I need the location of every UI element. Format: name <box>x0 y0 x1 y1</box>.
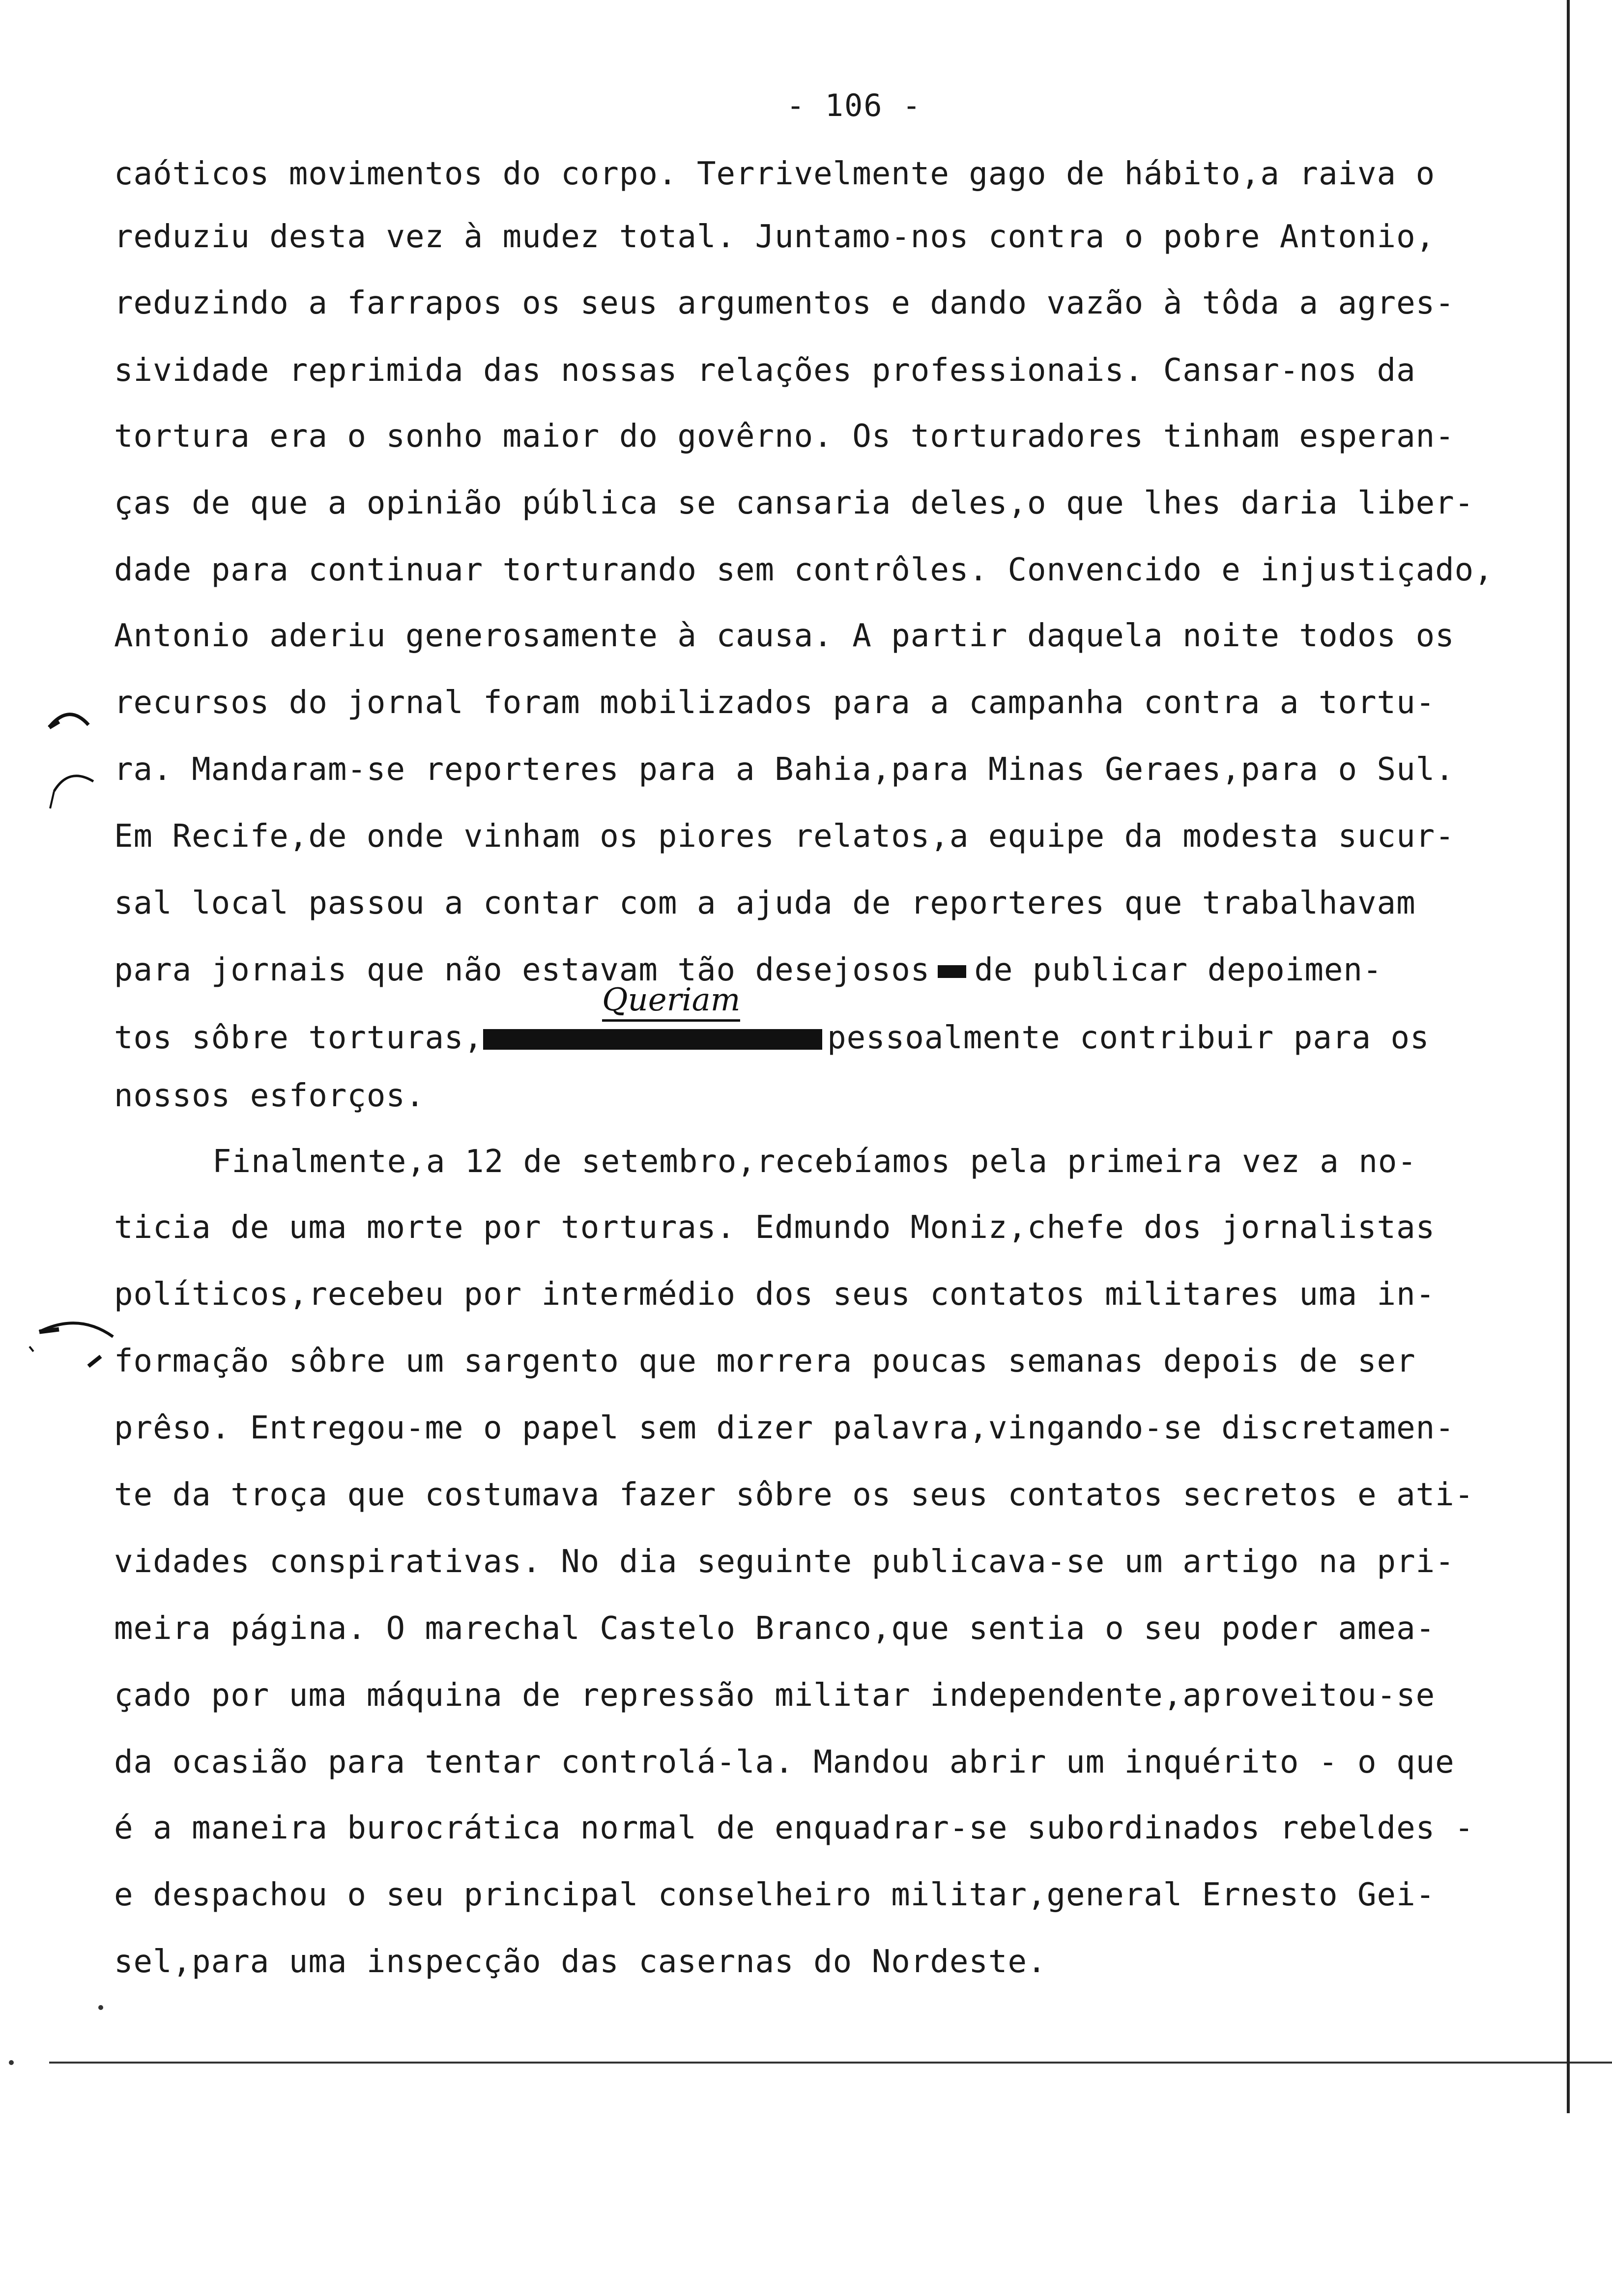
bottom-rule <box>49 2062 1612 2064</box>
text-line: sividade reprimida das nossas relações professionais. Cansar-nos da <box>114 352 1416 389</box>
text-line: meira página. O marechal Castelo Branco,que sentia o seu poder amea- <box>114 1610 1436 1647</box>
text-line: e despachou o seu principal conselheiro militar,general Ernesto Gei- <box>114 1877 1436 1913</box>
text-line: tortura era o sonho maior do govêrno. Os torturadores tinham esperan- <box>114 418 1455 455</box>
text-line-segment: tos sôbre torturas, <box>114 1020 484 1056</box>
text-line: reduziu desta vez à mudez total. Juntamo-nos contra o pobre Antonio, <box>114 219 1436 255</box>
text-line: reduzindo a farrapos os seus argumentos e dando vazão à tôda a agres- <box>114 285 1455 321</box>
text-line: recursos do jornal foram mobilizados para a campanha contra a tortu- <box>114 685 1436 721</box>
scan-dot <box>9 2060 14 2065</box>
right-rule <box>1567 0 1570 2113</box>
text-line <box>114 954 1382 986</box>
scan-dot <box>98 2005 103 2010</box>
text-line: sal local passou a contar com a ajuda de reporteres que trabalhavam <box>114 885 1416 921</box>
redaction-mark <box>938 965 966 978</box>
text-line: caóticos movimentos do corpo. Terrivelmente gago de hábito,a raiva o <box>114 156 1436 192</box>
text-line: ticia de uma morte por torturas. Edmundo Moniz,chefe dos jornalistas <box>114 1209 1436 1246</box>
text-line: Antonio aderiu generosamente à causa. A partir daquela noite todos os <box>114 618 1455 654</box>
text-line: Em Recife,de onde vinham os piores relatos,a equipe da modesta sucur- <box>114 818 1455 855</box>
text-line-segment: para jornais que não estavam tão desejosos <box>114 952 930 988</box>
text-line: é a maneira burocrática normal de enquadrar-se subordinados rebeldes - <box>114 1810 1474 1846</box>
page-number: - 106 - <box>786 87 922 123</box>
text-line: te da troça que costumava fazer sôbre os seus contatos secretos e ati- <box>114 1477 1474 1513</box>
redaction-bar <box>483 1029 822 1050</box>
text-line-segment: pessoalmente contribuir para os <box>827 1020 1430 1056</box>
text-line: políticos,recebeu por intermédio dos seus contatos militares uma in- <box>114 1276 1436 1313</box>
text-line: prêso. Entregou-me o papel sem dizer palavra,vingando-se discretamen- <box>114 1410 1455 1446</box>
text-line: çado por uma máquina de repressão militar independente,aproveitou-se <box>114 1677 1436 1714</box>
handwritten-insert: Queriam <box>602 982 740 1022</box>
text-line <box>114 1022 1430 1054</box>
text-line: dade para continuar torturando sem contrôles. Convencido e injustiçado, <box>114 552 1494 588</box>
text-line: formação sôbre um sargento que morrera poucas semanas depois de ser <box>114 1343 1416 1379</box>
text-line: ças de que a opinião pública se cansaria deles,o que lhes daria liber- <box>114 485 1474 521</box>
text-line-segment: de publicar depoimen- <box>974 952 1382 988</box>
text-line: sel,para uma inspecção das casernas do Nordeste. <box>114 1944 1047 1980</box>
text-line: da ocasião para tentar controlá-la. Mandou abrir um inquérito - o que <box>114 1744 1455 1780</box>
text-line: nossos esforços. <box>114 1078 425 1114</box>
text-line: vidades conspirativas. No dia seguinte publicava-se um artigo na pri- <box>114 1544 1455 1580</box>
paragraph-first-line: Finalmente,a 12 de setembro,recebíamos pela primeira vez a no- <box>212 1144 1417 1180</box>
margin-check-icon <box>39 698 98 811</box>
margin-arrow-icon <box>25 1302 123 1386</box>
text-line: ra. Mandaram-se reporteres para a Bahia,para Minas Geraes,para o Sul. <box>114 751 1455 788</box>
